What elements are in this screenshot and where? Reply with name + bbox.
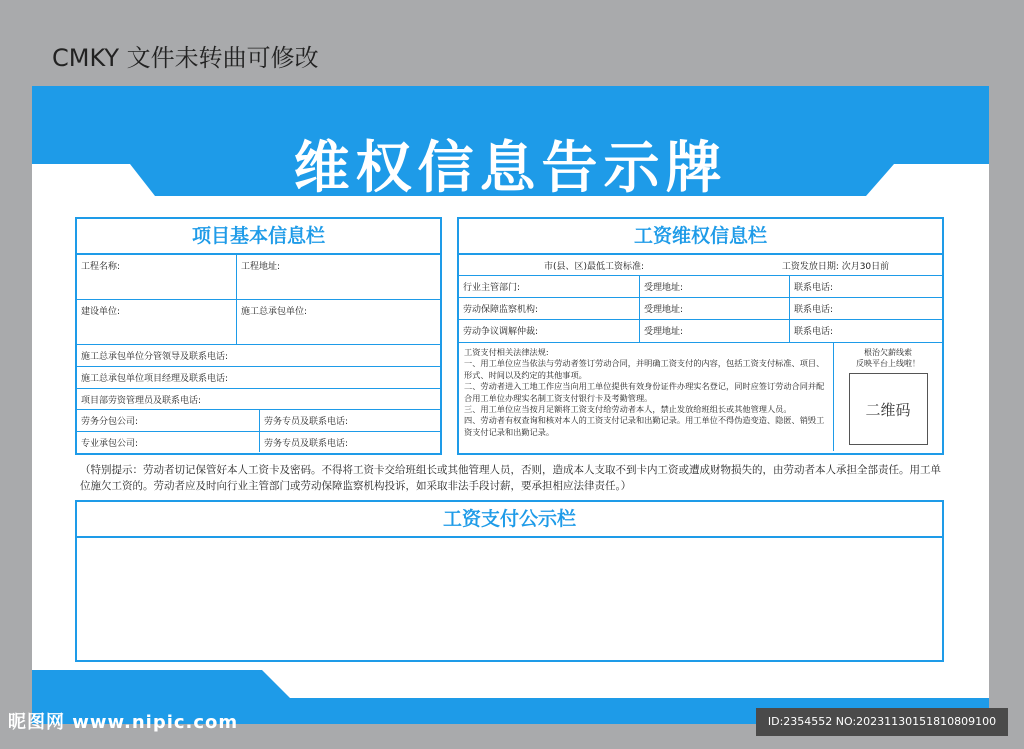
leader-in-charge-field: 施工总承包单位分管领导及联系电话: [81, 352, 229, 362]
sign-board [32, 86, 989, 724]
min-wage-field: 市(县、区)最低工资标准: [543, 262, 645, 272]
labor-manager-field: 项目部劳资管理员及联系电话: [81, 396, 202, 406]
sign-title: 维权信息告示牌 [293, 136, 728, 201]
table-row [77, 255, 440, 300]
labor-inspection-field: 劳动保障监察机构: [459, 298, 640, 319]
law-text [459, 343, 834, 451]
table-row [77, 432, 440, 452]
law-item: 三、用工单位应当按月足额将工资支付给劳动者本人，禁止发放给班组长或其他管理人员。 [464, 404, 792, 415]
specialty-subcontractor-field: 专业承包公司: [77, 432, 260, 452]
labor-subcontractor-contact-field: 劳务专员及联系电话: [264, 417, 349, 427]
qr-caption: 反映平台上线啦！ [856, 359, 920, 368]
table-row [459, 298, 942, 320]
industry-dept-field: 行业主管部门: [459, 276, 640, 297]
table-row [77, 300, 440, 345]
table-row [459, 320, 942, 343]
wage-payment-heading: 工资支付公示栏 [77, 502, 942, 538]
qr-code-placeholder: 二维码 [849, 373, 928, 445]
project-address-field: 工程地址: [241, 262, 281, 272]
top-note: CMKY 文件未转曲可修改 [52, 44, 319, 72]
arbitration-field: 劳动争议调解仲裁: [459, 320, 640, 342]
industry-dept-phone-field: 联系电话: [794, 283, 834, 293]
project-info-panel [75, 217, 442, 455]
law-item: 四、劳动者有权查询和核对本人的工资支付记录和出勤记录。用工单位不得伪造变造、隐匿、销毁工资支付记录和出勤记录。 [464, 415, 825, 437]
table-row [77, 345, 440, 367]
law-title: 工资支付相关法律法规: [464, 347, 549, 357]
project-name-field: 工程名称: [77, 255, 237, 299]
table-row [459, 276, 942, 298]
watermark-right: ID:2354552 NO:20231130151810809100 [756, 708, 1008, 736]
pay-date-field: 工资发放日期: 次月30日前 [781, 262, 890, 272]
special-notice: （特别提示：劳动者切记保管好本人工资卡及密码。不得将工资卡交给班组长或其他管理人员，否则，造成本人支取不到卡内工资或遭成财物损失的，由劳动者本人承担全部责任。用工单位施欠工资的。劳动者应及时向行业主管部门或劳动保障监察机构投诉，如采取非法手段讨薪，要承担相应法律责任。） [80, 464, 941, 492]
wage-payment-panel [75, 500, 944, 662]
specialty-subcontractor-contact-field: 劳务专员及联系电话: [264, 439, 349, 449]
table-row [77, 389, 440, 410]
general-contractor-field: 施工总承包单位: [241, 307, 308, 317]
wage-rights-heading: 工资维权信息栏 [459, 219, 942, 255]
law-section [459, 343, 942, 451]
table-row [459, 255, 942, 276]
law-item: 二、劳动者进入工地工作应当向用工单位提供有效身份证件办理实名登记，同时应签订劳动合同并配合用工单位办理实名制工资支付银行卡及考勤管理。 [464, 381, 825, 403]
law-item: 一、用工单位应当依法与劳动者签订劳动合同，并明确工资支付的内容，包括工资支付标准、项目、形式、时间以及约定的其他事项。 [464, 358, 825, 380]
labor-inspection-phone-field: 联系电话: [794, 305, 834, 315]
labor-inspection-address-field: 受理地址: [640, 298, 790, 319]
labor-subcontractor-field: 劳务分包公司: [77, 410, 260, 431]
watermark-left: 昵图网 www.nipic.com [8, 712, 239, 733]
qr-caption: 根治欠薪线索 [864, 348, 912, 357]
project-info-heading: 项目基本信息栏 [77, 219, 440, 255]
arbitration-phone-field: 联系电话: [794, 327, 834, 337]
builder-field: 建设单位: [77, 300, 237, 344]
table-row [77, 367, 440, 389]
project-manager-field: 施工总承包单位项目经理及联系电话: [81, 374, 229, 384]
wage-rights-panel [457, 217, 944, 455]
arbitration-address-field: 受理地址: [640, 320, 790, 342]
table-row [77, 410, 440, 432]
qr-section [834, 343, 942, 451]
industry-dept-address-field: 受理地址: [640, 276, 790, 297]
